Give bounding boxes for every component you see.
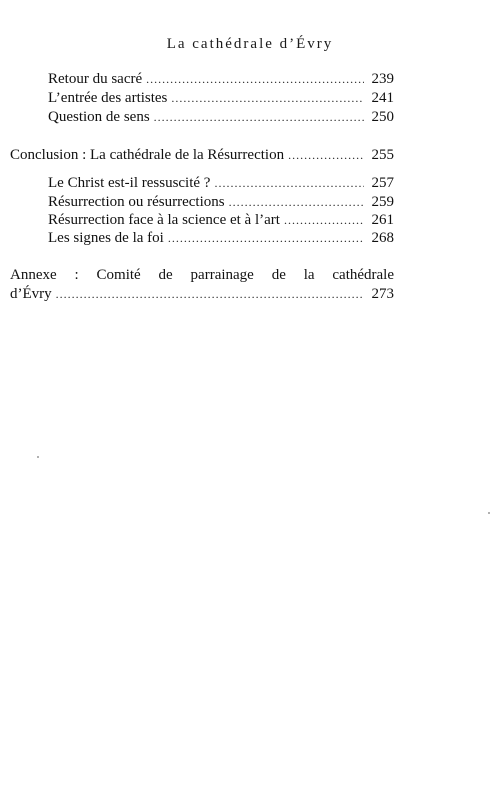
dot-leader (284, 211, 364, 230)
toc-entry (48, 70, 394, 89)
toc-entry-title: Retour du sacré (48, 71, 143, 87)
toc-entry-page: 273 (371, 286, 394, 302)
toc-annex-entry (10, 285, 394, 304)
toc-entry (48, 193, 394, 212)
toc-entry-title: d’Évry (10, 286, 52, 302)
dot-leader (214, 174, 364, 193)
toc-entry-title: Résurrection ou résurrections (48, 194, 225, 210)
toc-entry-page: 250 (371, 109, 394, 125)
toc-entry-title: Conclusion : La cathédrale de la Résurrection (10, 147, 285, 163)
paper-speck (488, 512, 490, 514)
toc-entry-title: Question de sens (48, 109, 150, 125)
toc-entry-page: 268 (371, 230, 394, 246)
toc-entry-title: L’entrée des artistes (48, 90, 168, 106)
toc-entry-page: 239 (371, 71, 394, 87)
dot-leader (56, 285, 364, 304)
toc-entry-page: 257 (371, 175, 394, 191)
toc-entry-title: Les signes de la foi (48, 230, 164, 246)
toc-entry-page: 259 (371, 194, 394, 210)
running-head-title: La cathédrale d’Évry (166, 36, 334, 52)
toc-entry-page: 255 (371, 147, 394, 163)
toc-entry (48, 89, 394, 108)
dot-leader (288, 146, 364, 165)
toc-annex-title: Annexe : Comité de parrainage de la cathédrale (10, 267, 394, 283)
dot-leader (146, 70, 364, 89)
dot-leader (154, 108, 364, 127)
toc-entry (48, 229, 394, 248)
toc-entry (48, 211, 394, 230)
toc-entry (48, 174, 394, 193)
paper-speck (37, 456, 39, 458)
toc-conclusion-entry (10, 146, 394, 165)
dot-leader (171, 89, 364, 108)
dot-leader (229, 193, 364, 212)
dot-leader (168, 229, 364, 248)
toc-entry-title: Le Christ est-il ressuscité ? (48, 175, 211, 191)
toc-entry (48, 108, 394, 127)
toc-entry-title: Résurrection face à la science et à l’art (48, 212, 280, 228)
toc-entry-page: 241 (371, 90, 394, 106)
toc-entry-page: 261 (371, 212, 394, 228)
